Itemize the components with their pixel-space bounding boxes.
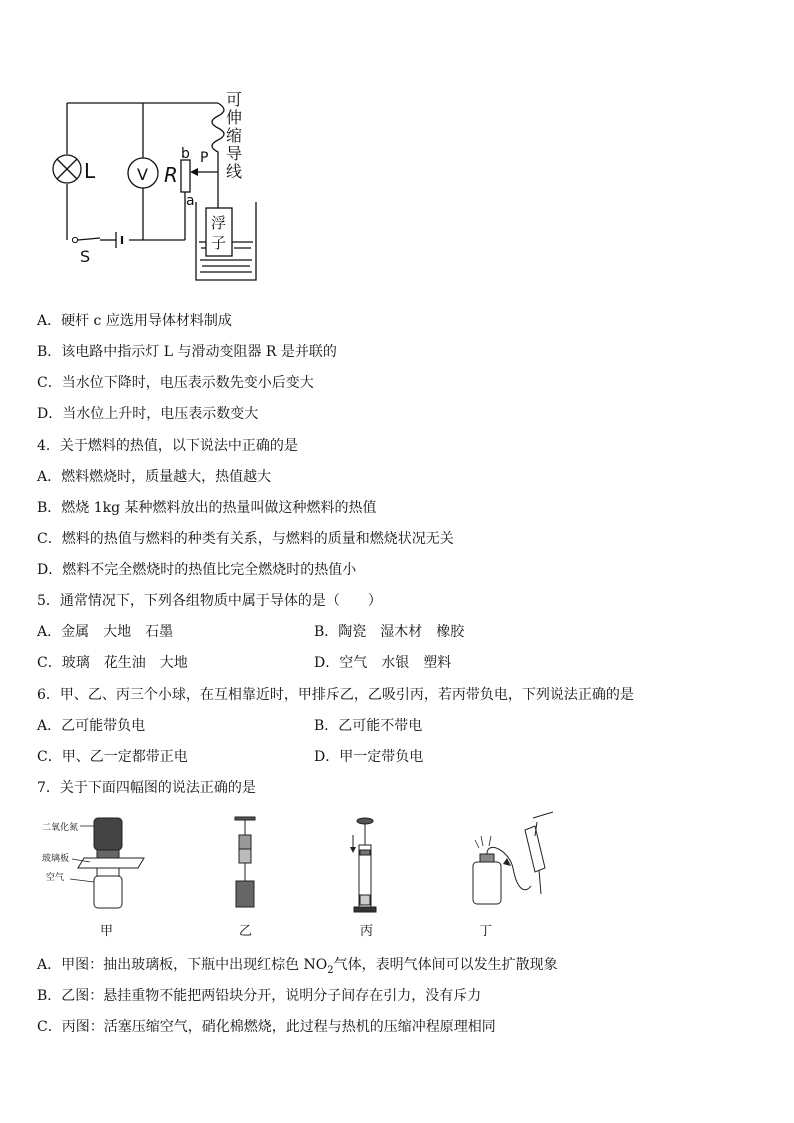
q5-option-c: C．玻璃 花生油 大地 bbox=[37, 655, 188, 671]
figure-caption-ding: 丁 bbox=[479, 924, 493, 939]
figure-caption-yi: 乙 bbox=[239, 924, 253, 939]
q7-option-b: B．乙图：悬挂重物不能把两铅块分开，说明分子间存在引力，没有斥力 bbox=[37, 988, 482, 1004]
q6-option-c: C．甲、乙一定都带正电 bbox=[37, 749, 188, 765]
q6-stem: 6．甲、乙、丙三个小球，在互相靠近时，甲排斥乙，乙吸引丙，若丙带负电，下列说法正确的是 bbox=[37, 687, 634, 703]
q5-option-a: A．金属 大地 石墨 bbox=[37, 624, 174, 640]
q3-option-c: C．当水位下降时，电压表示数先变小后变大 bbox=[37, 375, 314, 391]
figure-caption-bing: 丙 bbox=[360, 924, 374, 939]
q4-stem: 4．关于燃料的热值，以下说法中正确的是 bbox=[37, 438, 298, 454]
q6-option-a: A．乙可能带负电 bbox=[37, 718, 146, 734]
lead-blocks-figure bbox=[225, 815, 265, 915]
q4-option-a: A．燃料燃烧时，质量越大，热值越大 bbox=[37, 469, 272, 485]
q6-option-b: B．乙可能不带电 bbox=[314, 718, 423, 734]
voltmeter-label: V bbox=[137, 165, 148, 184]
slider-label: P bbox=[200, 150, 209, 166]
no2-label: 二氧化氮 bbox=[42, 823, 79, 833]
diffusion-bottles-figure bbox=[40, 812, 150, 917]
q7-option-c: C．丙图：活塞压缩空气，硝化棉燃烧，此过程与热机的压缩冲程原理相同 bbox=[37, 1019, 496, 1035]
air-label: 空气 bbox=[46, 873, 65, 883]
rheostat-label: R bbox=[164, 163, 178, 187]
wire-label-char: 线 bbox=[226, 162, 243, 181]
q3-option-b: B．该电路中指示灯 L 与滑动变阻器 R 是并联的 bbox=[37, 344, 337, 360]
q4-option-c: C．燃料的热值与燃料的种类有关系，与燃料的质量和燃烧状况无关 bbox=[37, 531, 454, 547]
q7-stem: 7．关于下面四幅图的说法正确的是 bbox=[37, 780, 256, 796]
q4-option-d: D．燃料不完全燃烧时的热值比完全燃烧时的热值小 bbox=[37, 562, 357, 578]
switch-label: S bbox=[80, 247, 91, 266]
bottle-pump-figure bbox=[465, 810, 565, 915]
q3-option-a: A．硬杆 c 应选用导体材料制成 bbox=[37, 313, 232, 329]
wire-label-char: 可 bbox=[226, 90, 243, 109]
float-label-char: 子 bbox=[211, 234, 227, 252]
compression-cylinder-figure bbox=[345, 815, 385, 915]
wire-label-char: 伸 bbox=[226, 108, 243, 127]
lamp-label: L bbox=[84, 159, 96, 183]
q7-option-a: A．甲图：抽出玻璃板，下瓶中出现红棕色 $NO_2$气体，表明气体间可以发生扩散现象 bbox=[37, 957, 558, 976]
glass-plate-label: 玻璃板 bbox=[42, 854, 70, 864]
wire-label-char: 缩 bbox=[226, 126, 243, 145]
q4-option-b: B．燃烧 1kg 某种燃料放出的热量叫做这种燃料的热值 bbox=[37, 500, 377, 516]
q5-option-b: B．陶瓷 湿木材 橡胶 bbox=[314, 624, 465, 640]
circuit-figure bbox=[40, 90, 260, 290]
float-label-char: 浮 bbox=[211, 214, 227, 232]
figure-caption-jia: 甲 bbox=[100, 924, 114, 939]
terminal-a-label: a bbox=[186, 193, 195, 209]
q3-option-d: D．当水位上升时，电压表示数变大 bbox=[37, 406, 259, 422]
q5-stem: 5．通常情况下，下列各组物质中属于导体的是（ ） bbox=[37, 593, 382, 609]
wire-label-char: 导 bbox=[226, 144, 243, 163]
q5-option-d: D．空气 水银 塑料 bbox=[314, 655, 452, 671]
terminal-b-label: b bbox=[181, 146, 190, 162]
q6-option-d: D．甲一定带负电 bbox=[314, 749, 424, 765]
